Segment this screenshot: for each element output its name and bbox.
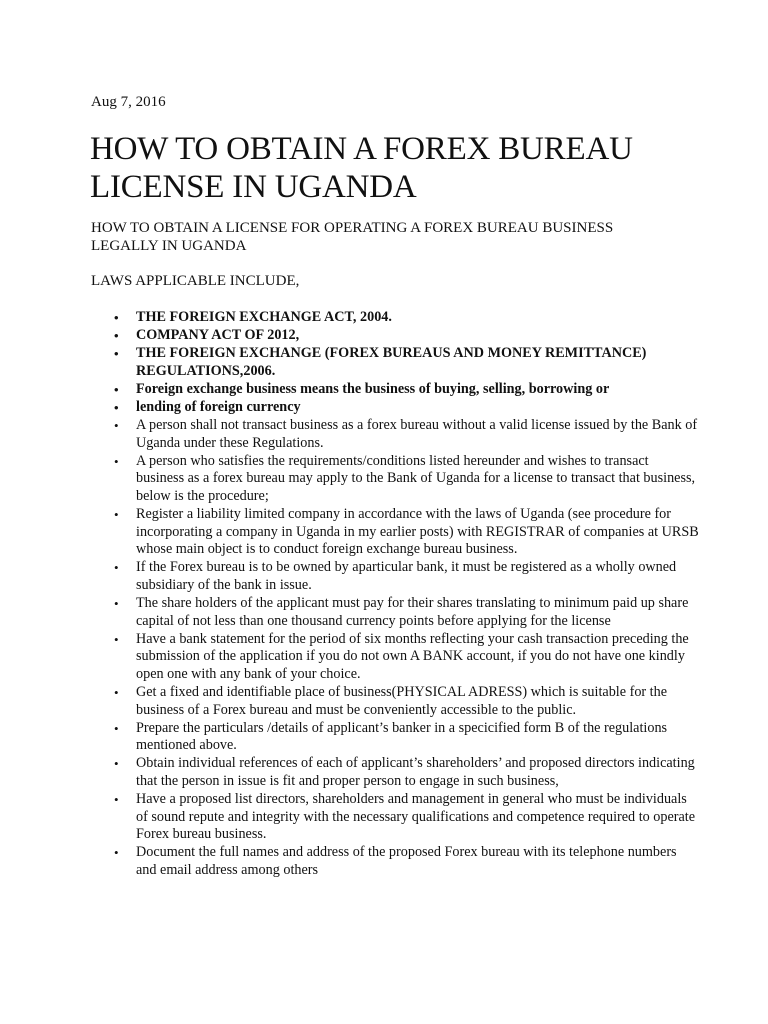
bullet-icon: • bbox=[114, 346, 119, 362]
list-item-text: Obtain individual references of each of applicant’s shareholders’ and proposed directors indicating that the person in issue is fit and proper person to engage in such business, bbox=[136, 755, 695, 789]
list-item bbox=[0, 720, 700, 755]
list-item-text: Prepare the particulars /details of applicant’s banker in a specicified form B of the regulations mentioned above. bbox=[136, 719, 668, 754]
bullet-icon: • bbox=[114, 328, 119, 344]
bullet-icon: • bbox=[114, 720, 119, 736]
bullet-icon: • bbox=[114, 845, 119, 861]
bullet-icon: • bbox=[114, 310, 119, 325]
list-item bbox=[0, 755, 700, 790]
list-item bbox=[0, 453, 700, 506]
list-item-text: COMPANY ACT OF 2012, bbox=[136, 327, 300, 344]
bullet-icon: • bbox=[114, 381, 119, 397]
page-subtitle: HOW TO OBTAIN A LICENSE FOR OPERATING A FOREX BUREAU BUSINESS LEGALLY IN UGANDA bbox=[91, 220, 614, 254]
bullet-icon: • bbox=[114, 453, 119, 469]
list-item bbox=[0, 506, 700, 559]
bullet-icon: • bbox=[114, 418, 119, 434]
list-item-text: Document the full names and address of the proposed Forex bureau with its telephone numbers and email address among others bbox=[136, 844, 677, 878]
list-item-text: The share holders of the applicant must pay for their shares translating to minimum paid up share capital of not less than one thousand currency points before applying for the license bbox=[136, 595, 689, 629]
bullet-icon: • bbox=[114, 792, 119, 808]
list-item-text: A person who satisfies the requirements/conditions listed hereunder and wishes to transact business as a forex bureau may apply to the Bank of Uganda for a license to transact that business, below is the procedure; bbox=[136, 452, 696, 504]
list-item-text: lending of foreign currency bbox=[136, 398, 301, 415]
laws-and-procedure-list bbox=[0, 309, 700, 880]
list-item bbox=[0, 559, 700, 594]
bullet-icon: • bbox=[114, 684, 119, 700]
bullet-icon: • bbox=[114, 507, 119, 523]
list-item-text: If the Forex bureau is to be owned by aparticular bank, it must be registered as a wholly owned subsidiary of the bank in issue. bbox=[136, 559, 677, 593]
bullet-icon: • bbox=[114, 596, 119, 611]
list-item-text: A person shall not transact business as a forex bureau without a valid license issued by the Bank of Uganda under these Regulations. bbox=[136, 417, 698, 451]
list-item-text: Register a liability limited company in accordance with the laws of Uganda (see procedure for incorporating a company in Uganda in my earlier posts) with REGISTRAR of companies at URSB whose main object is to conduct foreign exchange bureau business. bbox=[136, 506, 699, 558]
post-date: Aug 7, 2016 bbox=[91, 94, 166, 110]
list-item-text: THE FOREIGN EXCHANGE ACT, 2004. bbox=[136, 309, 392, 325]
list-item bbox=[0, 684, 700, 719]
list-item-text: THE FOREIGN EXCHANGE (FOREX BUREAUS AND MONEY REMITTANCE) REGULATIONS,2006. bbox=[136, 345, 647, 379]
list-item bbox=[0, 417, 700, 452]
list-item-text: Have a bank statement for the period of six months reflecting your cash transaction preceding the submission of the application if you do not own A BANK account, if you do not have one kindly open one with any bank of your choice. bbox=[136, 630, 689, 682]
list-item bbox=[0, 844, 700, 879]
bullet-icon: • bbox=[114, 560, 119, 576]
list-item-text: Get a fixed and identifiable place of business(PHYSICAL ADRESS) which is suitable for the business of a Forex bureau and must be conveniently accessible to the public. bbox=[136, 683, 668, 718]
list-item bbox=[0, 381, 700, 399]
list-item bbox=[0, 345, 700, 380]
list-item-text: Foreign exchange business means the business of buying, selling, borrowing or bbox=[136, 380, 610, 397]
laws-heading: LAWS APPLICABLE INCLUDE, bbox=[91, 273, 300, 289]
list-item bbox=[0, 399, 700, 417]
bullet-icon: • bbox=[114, 756, 119, 772]
list-item bbox=[0, 595, 700, 630]
page-title: HOW TO OBTAIN A FOREX BUREAU LICENSE IN UGANDA bbox=[90, 131, 633, 205]
list-item bbox=[0, 631, 700, 684]
list-item bbox=[0, 327, 700, 345]
list-item bbox=[0, 791, 700, 844]
list-item bbox=[0, 309, 700, 327]
bullet-icon: • bbox=[114, 399, 119, 415]
bullet-icon: • bbox=[114, 631, 119, 647]
list-item-text: Have a proposed list directors, shareholders and management in general who must be individuals of sound repute and integrity with the necessary qualifications and competence required to operate Forex bureau business. bbox=[136, 791, 696, 843]
